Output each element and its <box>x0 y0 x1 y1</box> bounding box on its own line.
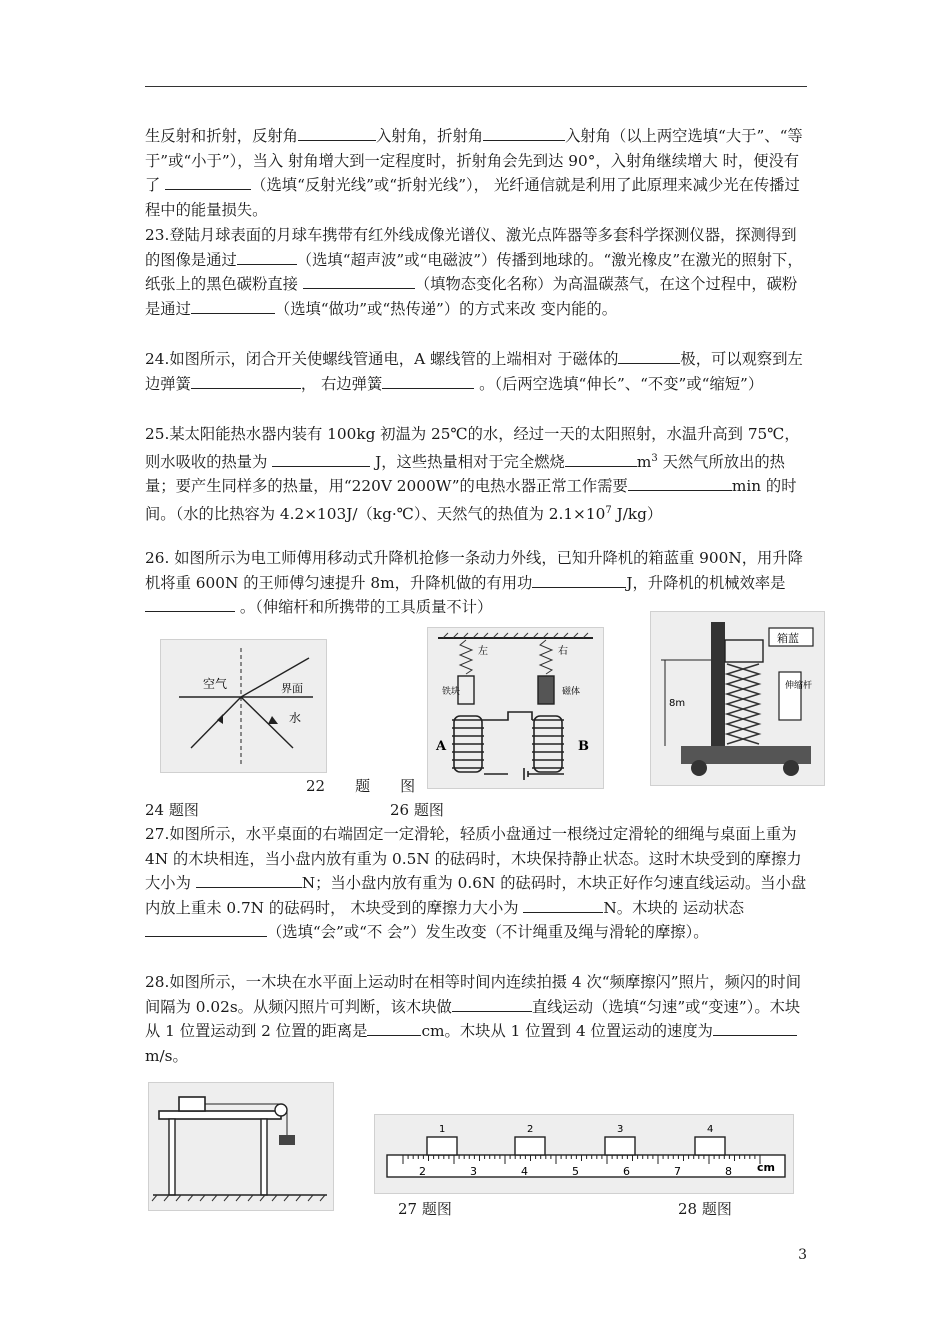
block-position-label: 3 <box>617 1124 624 1135</box>
answer-blank[interactable] <box>165 174 251 190</box>
q25-superscript: 3 <box>651 452 658 464</box>
q24-text-2: 极，可以观察到左边弹簧 <box>145 350 803 393</box>
answer-blank[interactable] <box>145 596 235 612</box>
lift-diagram <box>651 612 824 785</box>
answer-blank[interactable] <box>713 1020 797 1036</box>
figure-26-lift <box>650 611 825 786</box>
question-25 <box>145 422 807 527</box>
question-28 <box>145 970 807 1068</box>
ruler-tick-label: 7 <box>674 1165 681 1178</box>
q25-text-5: min 的时间。（水的比热容为 4.2×103J/（kg·℃）、天然气的热值为 2.1×10 <box>145 477 797 523</box>
q25-text-4: 天然气所放出的热量；要产生同样多的热量，用“220V 2000W”的电热水器正常工作需要 <box>145 452 785 496</box>
question-22-continuation <box>145 124 807 222</box>
refraction-diagram <box>161 640 326 772</box>
q27-text-1: 27.如图所示，水平桌面的右端固定一定滑轮，轻质小盘通过一根绕过定滑轮的细绳与桌面上重为 4N 的木块相连，当小盘内放有重为 0.5N 的砝码时，木块保持静止状态。这时木块受到的摩擦力大小为 <box>145 825 802 893</box>
left-label: 左 <box>478 646 488 657</box>
solenoid-diagram <box>428 628 603 788</box>
answer-blank[interactable] <box>532 572 626 588</box>
q27-text-2: N；当小盘内放有重为 0.6N 的砝码时，木块正好作匀速直线运动。当小盘内放上重未 0.7N 的砝码时， 木块受到的摩擦力大小为 <box>145 874 807 917</box>
caption-24: 24 题图 <box>145 801 199 819</box>
ruler-tick-label: 6 <box>623 1165 630 1178</box>
question-26 <box>145 546 807 620</box>
page-number: 3 <box>798 1247 807 1263</box>
wood-block <box>427 1137 457 1155</box>
height-label: 8m <box>669 698 686 709</box>
figure-22-refraction <box>160 639 327 773</box>
answer-blank[interactable] <box>382 373 474 389</box>
solenoid-b-label: B <box>578 739 589 754</box>
q28-text-3: cm。木块从 1 位置到 4 位置运动的速度为 <box>421 1022 713 1041</box>
q25-text-1: 25.某太阳能热水器内装有 100kg 初温为 25℃的水，经过一天的太阳照射，水温升高到 75℃，则水吸收的热量为 <box>145 425 800 471</box>
ruler-tick-label: 2 <box>419 1165 426 1178</box>
q22-text-2: 入射角，折射角 <box>375 127 484 145</box>
question-23 <box>145 223 807 321</box>
magnet-label: 磁体 <box>562 687 581 697</box>
q24-text-4: 。（后两空选填“伸长”、“不变”或“缩短”） <box>474 374 764 393</box>
q28-text-1: 28.如图所示，一木块在水平面上运动时在相等时间内连续拍摄 4 次“频摩擦闪”照片，频闪的时间间隔为 0.02s。从频闪照片可判断，该木块做 <box>145 973 802 1016</box>
ruler-tick-label: 8 <box>725 1165 732 1178</box>
q23-text-2: （选填“超声波”或“电磁波”）传播到地球的。“激光橡皮”在激光的照射下，纸张上的黑色碳粉直接 <box>145 250 803 294</box>
header-rule <box>145 86 807 87</box>
q28-text-2: 直线运动（选填“匀速”或“变速”）。木块从 1 位置运动到 2 位置的距离是 <box>145 997 801 1041</box>
q23-text-4: （选填“做功”或“热传递”）的方式来改 变内能的。 <box>274 299 617 318</box>
ruler-tick-label: 3 <box>470 1165 477 1178</box>
q27-text-4: （选填“会”或“不 会”）发生改变（不计绳重及绳与滑轮的摩擦）。 <box>267 923 709 942</box>
answer-blank[interactable] <box>367 1020 421 1036</box>
q26-text-3: 。（伸缩杆和所携带的工具质量不计） <box>235 598 493 617</box>
q23-text-3: （填物态变化名称）为高温碳蒸气，在这个过程中，碳粉是通过 <box>145 275 798 318</box>
figure-27-table-pulley <box>148 1082 334 1211</box>
interface-label: 界面 <box>281 682 303 695</box>
ruler-unit-label: cm <box>757 1161 775 1174</box>
q26-text-2: J，升降机的机械效率是 <box>626 573 786 592</box>
pulley-diagram <box>149 1083 333 1210</box>
q28-text-4: m/s。 <box>145 1046 188 1065</box>
answer-blank[interactable] <box>196 872 302 888</box>
answer-blank[interactable] <box>483 125 565 141</box>
ruler-tick-label: 4 <box>521 1165 528 1178</box>
figure-28-ruler <box>374 1114 794 1194</box>
rod-label: 伸缩杆 <box>785 681 813 691</box>
q22-text-3: 入射角（以上两空选填“大于”、“等于”或“小于”），当入 射角增大到一定程度时，折射角会先到达 90°，入射角继续增大 时，便没有了 <box>145 127 803 195</box>
answer-blank[interactable] <box>523 897 603 913</box>
answer-blank[interactable] <box>272 451 370 467</box>
q27-text-3: N。木块的 运动状态 <box>603 898 745 917</box>
caption-28: 28 题图 <box>678 1200 732 1218</box>
q26-text-1: 26. 如图所示为电工师傅用移动式升降机抢修一条动力外线，已知升降机的箱蓝重 900N，用升降机将重 600N 的王师傅匀速提升 8m，升降机做的有用功 <box>145 549 803 592</box>
solenoid-a-label: A <box>436 739 447 754</box>
answer-blank[interactable] <box>191 298 275 314</box>
answer-blank[interactable] <box>628 475 732 491</box>
answer-blank[interactable] <box>565 451 637 467</box>
q25-superscript: 7 <box>605 504 612 516</box>
answer-blank[interactable] <box>298 125 376 141</box>
box-label: 箱蓝 <box>777 632 799 645</box>
wood-block <box>515 1137 545 1155</box>
wood-block <box>605 1137 635 1155</box>
q23-text-1: 23.登陆月球表面的月球车携带有红外线成像光谱仪、激光点阵器等多套科学探测仪器，探测得到的图像是通过 <box>145 226 797 269</box>
air-label: 空气 <box>203 677 228 691</box>
q22-text-1: 生反射和折射，反射角 <box>145 127 298 145</box>
figure-24-solenoids <box>427 627 604 789</box>
caption-22: 22 题 图 <box>306 777 416 795</box>
q24-text-3: ， 右边弹簧 <box>300 374 383 393</box>
answer-blank[interactable] <box>191 373 301 389</box>
wood-block <box>695 1137 725 1155</box>
caption-27: 27 题图 <box>398 1200 452 1218</box>
block-position-label: 4 <box>707 1124 714 1135</box>
answer-blank[interactable] <box>303 273 415 289</box>
question-24 <box>145 347 807 396</box>
answer-blank[interactable] <box>452 996 532 1012</box>
ruler-diagram <box>375 1115 793 1193</box>
ruler-tick-label: 5 <box>572 1165 579 1178</box>
block-position-label: 1 <box>439 1124 446 1135</box>
water-label: 水 <box>289 711 302 725</box>
right-label: 右 <box>558 646 568 657</box>
q22-text-4: （选填“反射光线”或“折射光线”）， 光纤通信就是利用了此原理来减少光在传播过程中的能量损失。 <box>145 176 800 219</box>
q25-text-6: J/kg） <box>611 504 663 523</box>
q24-text-1: 24.如图所示，闭合开关使螺线管通电，A 螺线管的上端相对 于磁体的 <box>145 350 619 368</box>
q25-text-2: J，这些热量相对于完全燃烧 <box>370 452 565 471</box>
iron-label: 铁块 <box>442 687 461 697</box>
answer-blank[interactable] <box>618 348 680 364</box>
answer-blank[interactable] <box>145 921 267 937</box>
question-27 <box>145 822 807 945</box>
q25-unit-m: m <box>636 452 652 471</box>
answer-blank[interactable] <box>237 249 297 265</box>
caption-26: 26 题图 <box>390 801 444 819</box>
block-position-label: 2 <box>527 1124 534 1135</box>
